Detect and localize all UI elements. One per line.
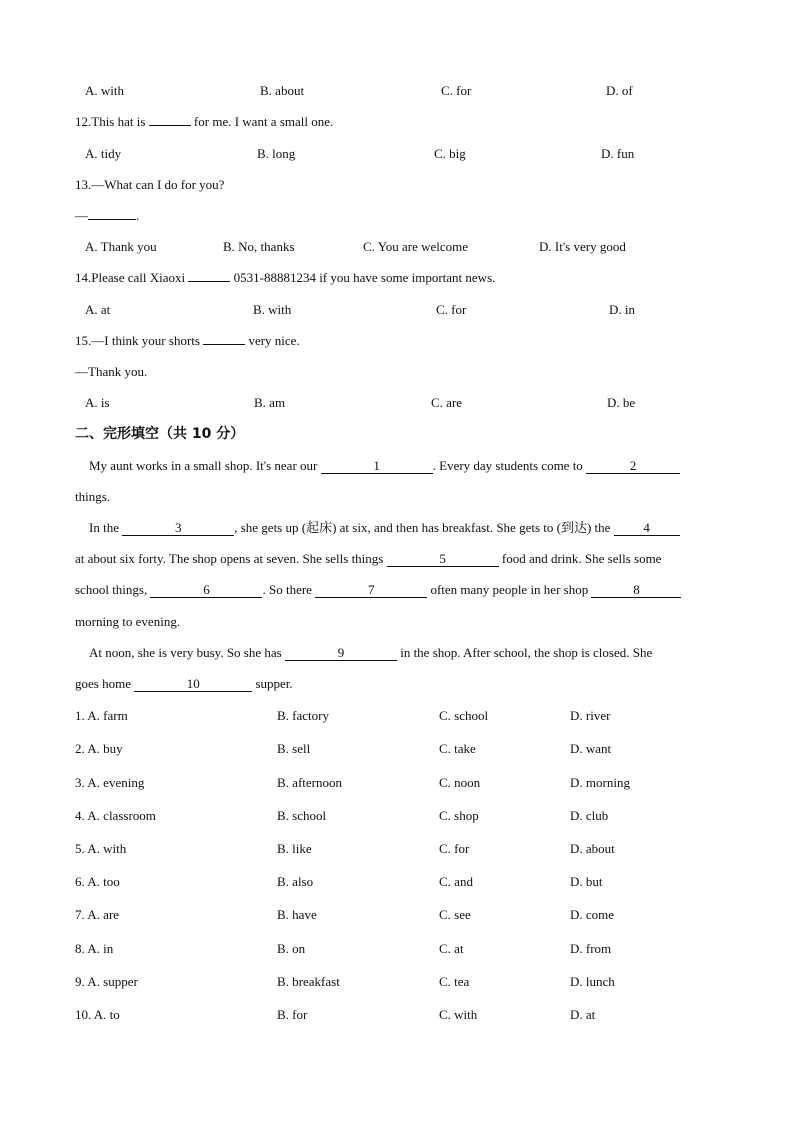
cloze-option-b[interactable]: B. sell bbox=[277, 741, 311, 756]
cloze-option-d[interactable]: D. river bbox=[570, 708, 611, 723]
cloze-option-d[interactable]: D. at bbox=[570, 1007, 596, 1022]
q15-option-a[interactable]: A. is bbox=[85, 395, 110, 410]
cloze-option-d[interactable]: D. but bbox=[570, 874, 603, 889]
q15-option-d[interactable]: D. be bbox=[607, 395, 636, 410]
cloze-option-d[interactable]: D. lunch bbox=[570, 974, 615, 989]
cloze-blank-2[interactable]: 2 bbox=[586, 459, 680, 474]
q15-line1: 15.—I think your shorts very nice. bbox=[75, 333, 300, 348]
cloze-option-c[interactable]: C. school bbox=[439, 708, 489, 723]
cloze-option-a[interactable]: 1. A. farm bbox=[75, 708, 128, 723]
cloze-option-b[interactable]: B. factory bbox=[277, 708, 329, 723]
q13-line1: 13.—What can I do for you? bbox=[75, 177, 225, 192]
q14-option-d[interactable]: D. in bbox=[609, 302, 635, 317]
cloze-option-a[interactable]: 2. A. buy bbox=[75, 741, 123, 756]
cloze-blank-1[interactable]: 1 bbox=[321, 459, 433, 474]
q13-option-d[interactable]: D. It's very good bbox=[539, 239, 626, 254]
cloze-option-a[interactable]: 6. A. too bbox=[75, 874, 120, 889]
q11-option-b[interactable]: B. about bbox=[260, 83, 305, 98]
q14-option-b[interactable]: B. with bbox=[253, 302, 292, 317]
cloze-option-c[interactable]: C. tea bbox=[439, 974, 470, 989]
cloze-option-d[interactable]: D. from bbox=[570, 941, 612, 956]
q14-option-a[interactable]: A. at bbox=[85, 302, 111, 317]
cloze-option-b[interactable]: B. for bbox=[277, 1007, 308, 1022]
passage-line: At noon, she is very busy. So she has 9 in the shop. After school, the shop is closed. She bbox=[89, 645, 653, 660]
q14-option-c[interactable]: C. for bbox=[436, 302, 467, 317]
cloze-option-c[interactable]: C. for bbox=[439, 841, 470, 856]
cloze-option-c[interactable]: C. see bbox=[439, 907, 471, 922]
q12-option-b[interactable]: B. long bbox=[257, 146, 296, 161]
cloze-option-b[interactable]: B. breakfast bbox=[277, 974, 340, 989]
passage-line: morning to evening. bbox=[75, 614, 181, 629]
cloze-blank-9[interactable]: 9 bbox=[285, 646, 397, 661]
cloze-option-b[interactable]: B. on bbox=[277, 941, 306, 956]
q15-blank[interactable] bbox=[203, 344, 245, 345]
q15-option-c[interactable]: C. are bbox=[431, 395, 463, 410]
section-title: 二、完形填空（共 10 分） bbox=[75, 426, 245, 442]
q11-option-a[interactable]: A. with bbox=[85, 83, 124, 98]
cloze-option-a[interactable]: 8. A. in bbox=[75, 941, 114, 956]
cloze-option-d[interactable]: D. come bbox=[570, 907, 615, 922]
cloze-option-c[interactable]: C. shop bbox=[439, 808, 479, 823]
cloze-option-a[interactable]: 3. A. evening bbox=[75, 775, 145, 790]
q11-option-d[interactable]: D. of bbox=[606, 83, 633, 98]
cloze-option-d[interactable]: D. about bbox=[570, 841, 615, 856]
passage-line: at about six forty. The shop opens at seven. She sells things 5 food and drink. She sells some bbox=[75, 551, 662, 566]
cloze-blank-4[interactable]: 4 bbox=[614, 521, 680, 536]
passage-line: things. bbox=[75, 489, 111, 504]
cloze-blank-10[interactable]: 10 bbox=[134, 677, 252, 692]
cloze-option-d[interactable]: D. want bbox=[570, 741, 612, 756]
q15-option-b[interactable]: B. am bbox=[254, 395, 286, 410]
cloze-option-a[interactable]: 10. A. to bbox=[75, 1007, 120, 1022]
q12-option-a[interactable]: A. tidy bbox=[85, 146, 122, 161]
cloze-blank-7[interactable]: 7 bbox=[315, 583, 427, 598]
q11-option-c[interactable]: C. for bbox=[441, 83, 472, 98]
q12-option-d[interactable]: D. fun bbox=[601, 146, 635, 161]
cloze-blank-3[interactable]: 3 bbox=[122, 521, 234, 536]
q13-blank[interactable] bbox=[88, 219, 136, 220]
cloze-option-d[interactable]: D. morning bbox=[570, 775, 630, 790]
cloze-option-b[interactable]: B. like bbox=[277, 841, 312, 856]
cloze-option-c[interactable]: C. and bbox=[439, 874, 473, 889]
cloze-option-a[interactable]: 7. A. are bbox=[75, 907, 120, 922]
cloze-option-b[interactable]: B. have bbox=[277, 907, 317, 922]
cloze-option-b[interactable]: B. afternoon bbox=[277, 775, 342, 790]
cloze-option-c[interactable]: C. noon bbox=[439, 775, 481, 790]
passage-line: In the 3 , she gets up (起床) at six, and then has breakfast. She gets to (到达) the 4 bbox=[89, 520, 680, 536]
cloze-blank-8[interactable]: 8 bbox=[591, 583, 681, 598]
cloze-option-a[interactable]: 5. A. with bbox=[75, 841, 127, 856]
q12-blank[interactable] bbox=[149, 125, 191, 126]
cloze-blank-5[interactable]: 5 bbox=[387, 552, 499, 567]
cloze-option-a[interactable]: 4. A. classroom bbox=[75, 808, 156, 823]
q14-stem: 14.Please call Xiaoxi 0531-88881234 if you have some important news. bbox=[75, 270, 496, 285]
cloze-option-c[interactable]: C. at bbox=[439, 941, 464, 956]
q13-line2: — . bbox=[75, 208, 140, 223]
passage-line: My aunt works in a small shop. It's near our 1 . Every day students come to 2 bbox=[89, 458, 680, 474]
q14-blank[interactable] bbox=[188, 281, 230, 282]
cloze-option-a[interactable]: 9. A. supper bbox=[75, 974, 138, 989]
q13-option-b[interactable]: B. No, thanks bbox=[223, 239, 295, 254]
q15-line2: —Thank you. bbox=[75, 364, 148, 379]
q12-option-c[interactable]: C. big bbox=[434, 146, 466, 161]
q13-option-a[interactable]: A. Thank you bbox=[85, 239, 157, 254]
cloze-option-b[interactable]: B. also bbox=[277, 874, 314, 889]
cloze-option-c[interactable]: C. with bbox=[439, 1007, 478, 1022]
passage-line: goes home 10 supper. bbox=[75, 676, 293, 691]
q13-option-c[interactable]: C. You are welcome bbox=[363, 239, 469, 254]
cloze-blank-6[interactable]: 6 bbox=[150, 583, 262, 598]
cloze-option-d[interactable]: D. club bbox=[570, 808, 609, 823]
cloze-option-c[interactable]: C. take bbox=[439, 741, 476, 756]
passage-line: school things, 6 . So there 7 often many people in her shop 8 bbox=[75, 582, 681, 598]
cloze-option-b[interactable]: B. school bbox=[277, 808, 327, 823]
q12-stem: 12.This hat is for me. I want a small one. bbox=[75, 114, 334, 129]
